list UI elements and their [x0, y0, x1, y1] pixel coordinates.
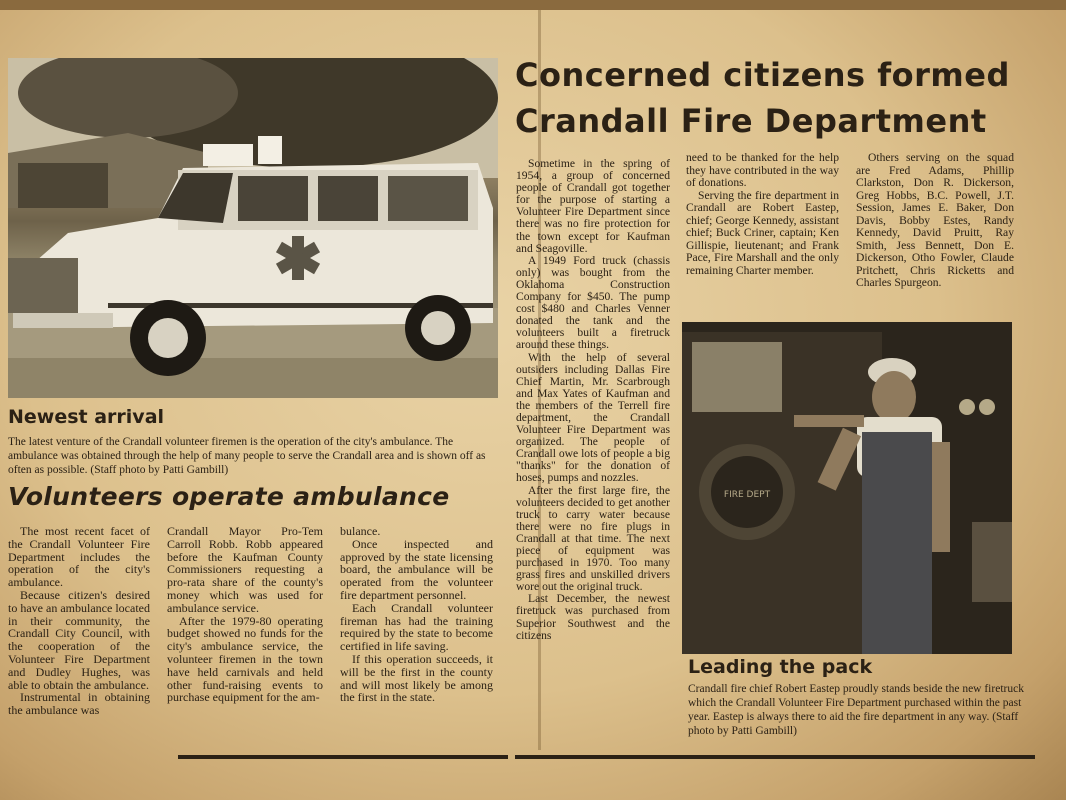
- fire-chief-photo: [682, 322, 1012, 654]
- background-edge: [0, 0, 1066, 10]
- paragraph: If this operation succeeds, it will be the first in the county and will most likely be among the first in the state.: [340, 651, 493, 705]
- paragraph: need to be thanked for the help they have contributed in the way of donations.: [686, 151, 839, 189]
- paragraph: bulance.: [340, 524, 381, 538]
- paragraph: A 1949 Ford truck (chassis only) was bought from the Oklahoma Construction Company for $450. The pump cost $480 and Charles Venner donated the tank and the volunteers built a firetruck around these things.: [516, 253, 670, 352]
- ambulance-photo-caption-head: Newest arrival: [8, 406, 165, 428]
- ambulance-headline: Volunteers operate ambulance: [8, 482, 450, 511]
- paragraph: Last December, the newest firetruck was purchased from Superior Southwest and the citizens: [516, 592, 670, 642]
- paragraph: Once inspected and approved by the state licensing board, the ambulance will be operated from the volunteer fire department personnel.: [340, 536, 493, 602]
- headline-line-1: Concerned citizens formed: [515, 56, 1010, 94]
- ambulance-column-1: [8, 525, 150, 717]
- paragraph: Crandall Mayor Pro-Tem Carroll Robb. Robb appeared before the Kaufman County Commissioners requesting a pro-rata share of the county's money which was used for ambulance service.: [167, 524, 323, 615]
- svg-text:FIRE DEPT: FIRE DEPT: [723, 490, 771, 500]
- ambulance-column-3: [340, 525, 493, 704]
- fire-column-1: [516, 158, 670, 642]
- paragraph: After the first large fire, the volunteers decided to get another truck to carry water because there were no fire plugs in Crandall at that time. The next piece of equipment was purchased in 1970. Too many grass fires and unskilled drivers wore out the original truck.: [516, 483, 670, 594]
- paragraph: Serving the fire department in Crandall are Robert Eastep, chief; George Kennedy, assistant chief; Buck Criner, captain; Ken Gillispie, lieutenant; and Frank Pace, Fire Marshall and the only remaining Charter member.: [686, 188, 839, 277]
- fire-column-3: [856, 152, 1014, 290]
- divider-rule: [178, 755, 508, 759]
- fire-column-2: [686, 152, 839, 277]
- paragraph: Sometime in the spring of 1954, a group of concerned people of Crandall got together for the purpose of starting a Volunteer Fire Department since there was no fire protection for the town except for Kaufman and Seagoville.: [516, 157, 670, 255]
- ambulance-column-2: [167, 525, 323, 704]
- paragraph: Instrumental in obtaining the ambulance was: [8, 690, 150, 718]
- paragraph: Because citizen's desired to have an ambulance located in their community, the Crandall City Council, with the cooperation of the Volunteer Fire Department and Dudley Hughes, was able to obtain the ambulance.: [8, 587, 150, 692]
- fire-chief-caption: Crandall fire chief Robert Eastep proudly stands beside the new firetruck which the Crandall Volunteer Fire Department purchased within the past year. Eastep is always there to aid the fire department in any way. (Staff photo by Patti Gambill): [688, 683, 1024, 737]
- paragraph: With the help of several outsiders including Dallas Fire Chief Martin, Mr. Scarbrough and Max Yates of Kaufman and the members of the Terrell fire department, the Crandall Volunteer Fire Department was organized. The people of Crandall owe lots of people a big "thanks" for the donation of hoses, pumps and nozzles.: [516, 350, 670, 485]
- fire-chief-caption-head: Leading the pack: [688, 656, 873, 678]
- headline-line-2: Crandall Fire Department: [515, 102, 987, 140]
- ambulance-photo: [8, 58, 498, 398]
- fire-department-headline: [515, 52, 1055, 144]
- paragraph: Others serving on the squad are Fred Adams, Phillip Clarkston, Don R. Dickerson, Greg Hobbs, B.C. Powell, J.T. Session, James E. Baker, Don Davis, Bobby Estes, Randy Kennedy, David Pruitt, Ray Smith, Jess Bennett, Don E. Dickerson, Otho Fowler, Claude Pritchett, Chris Ricketts and Charles Spurgeon.: [856, 151, 1014, 289]
- paragraph: Each Crandall volunteer fireman has had the training required by the state to become certified in life saving.: [340, 600, 493, 654]
- divider-rule: [515, 755, 1035, 759]
- paragraph: The most recent facet of the Crandall Volunteer Fire Department includes the operation of the city's ambulance.: [8, 524, 150, 590]
- paragraph: After the 1979-80 operating budget showed no funds for the city's ambulance service, the volunteer firemen in the town have held carnivals and held other fund-raising events to purchase equipment for the am-: [167, 613, 323, 705]
- ambulance-photo-caption: The latest venture of the Crandall volunteer firemen is the operation of the city's ambulance. The ambulance was obtained through the help of many people to serve the Crandall area and is shown off as often as possible. (Staff photo by Patti Gambill): [8, 436, 486, 476]
